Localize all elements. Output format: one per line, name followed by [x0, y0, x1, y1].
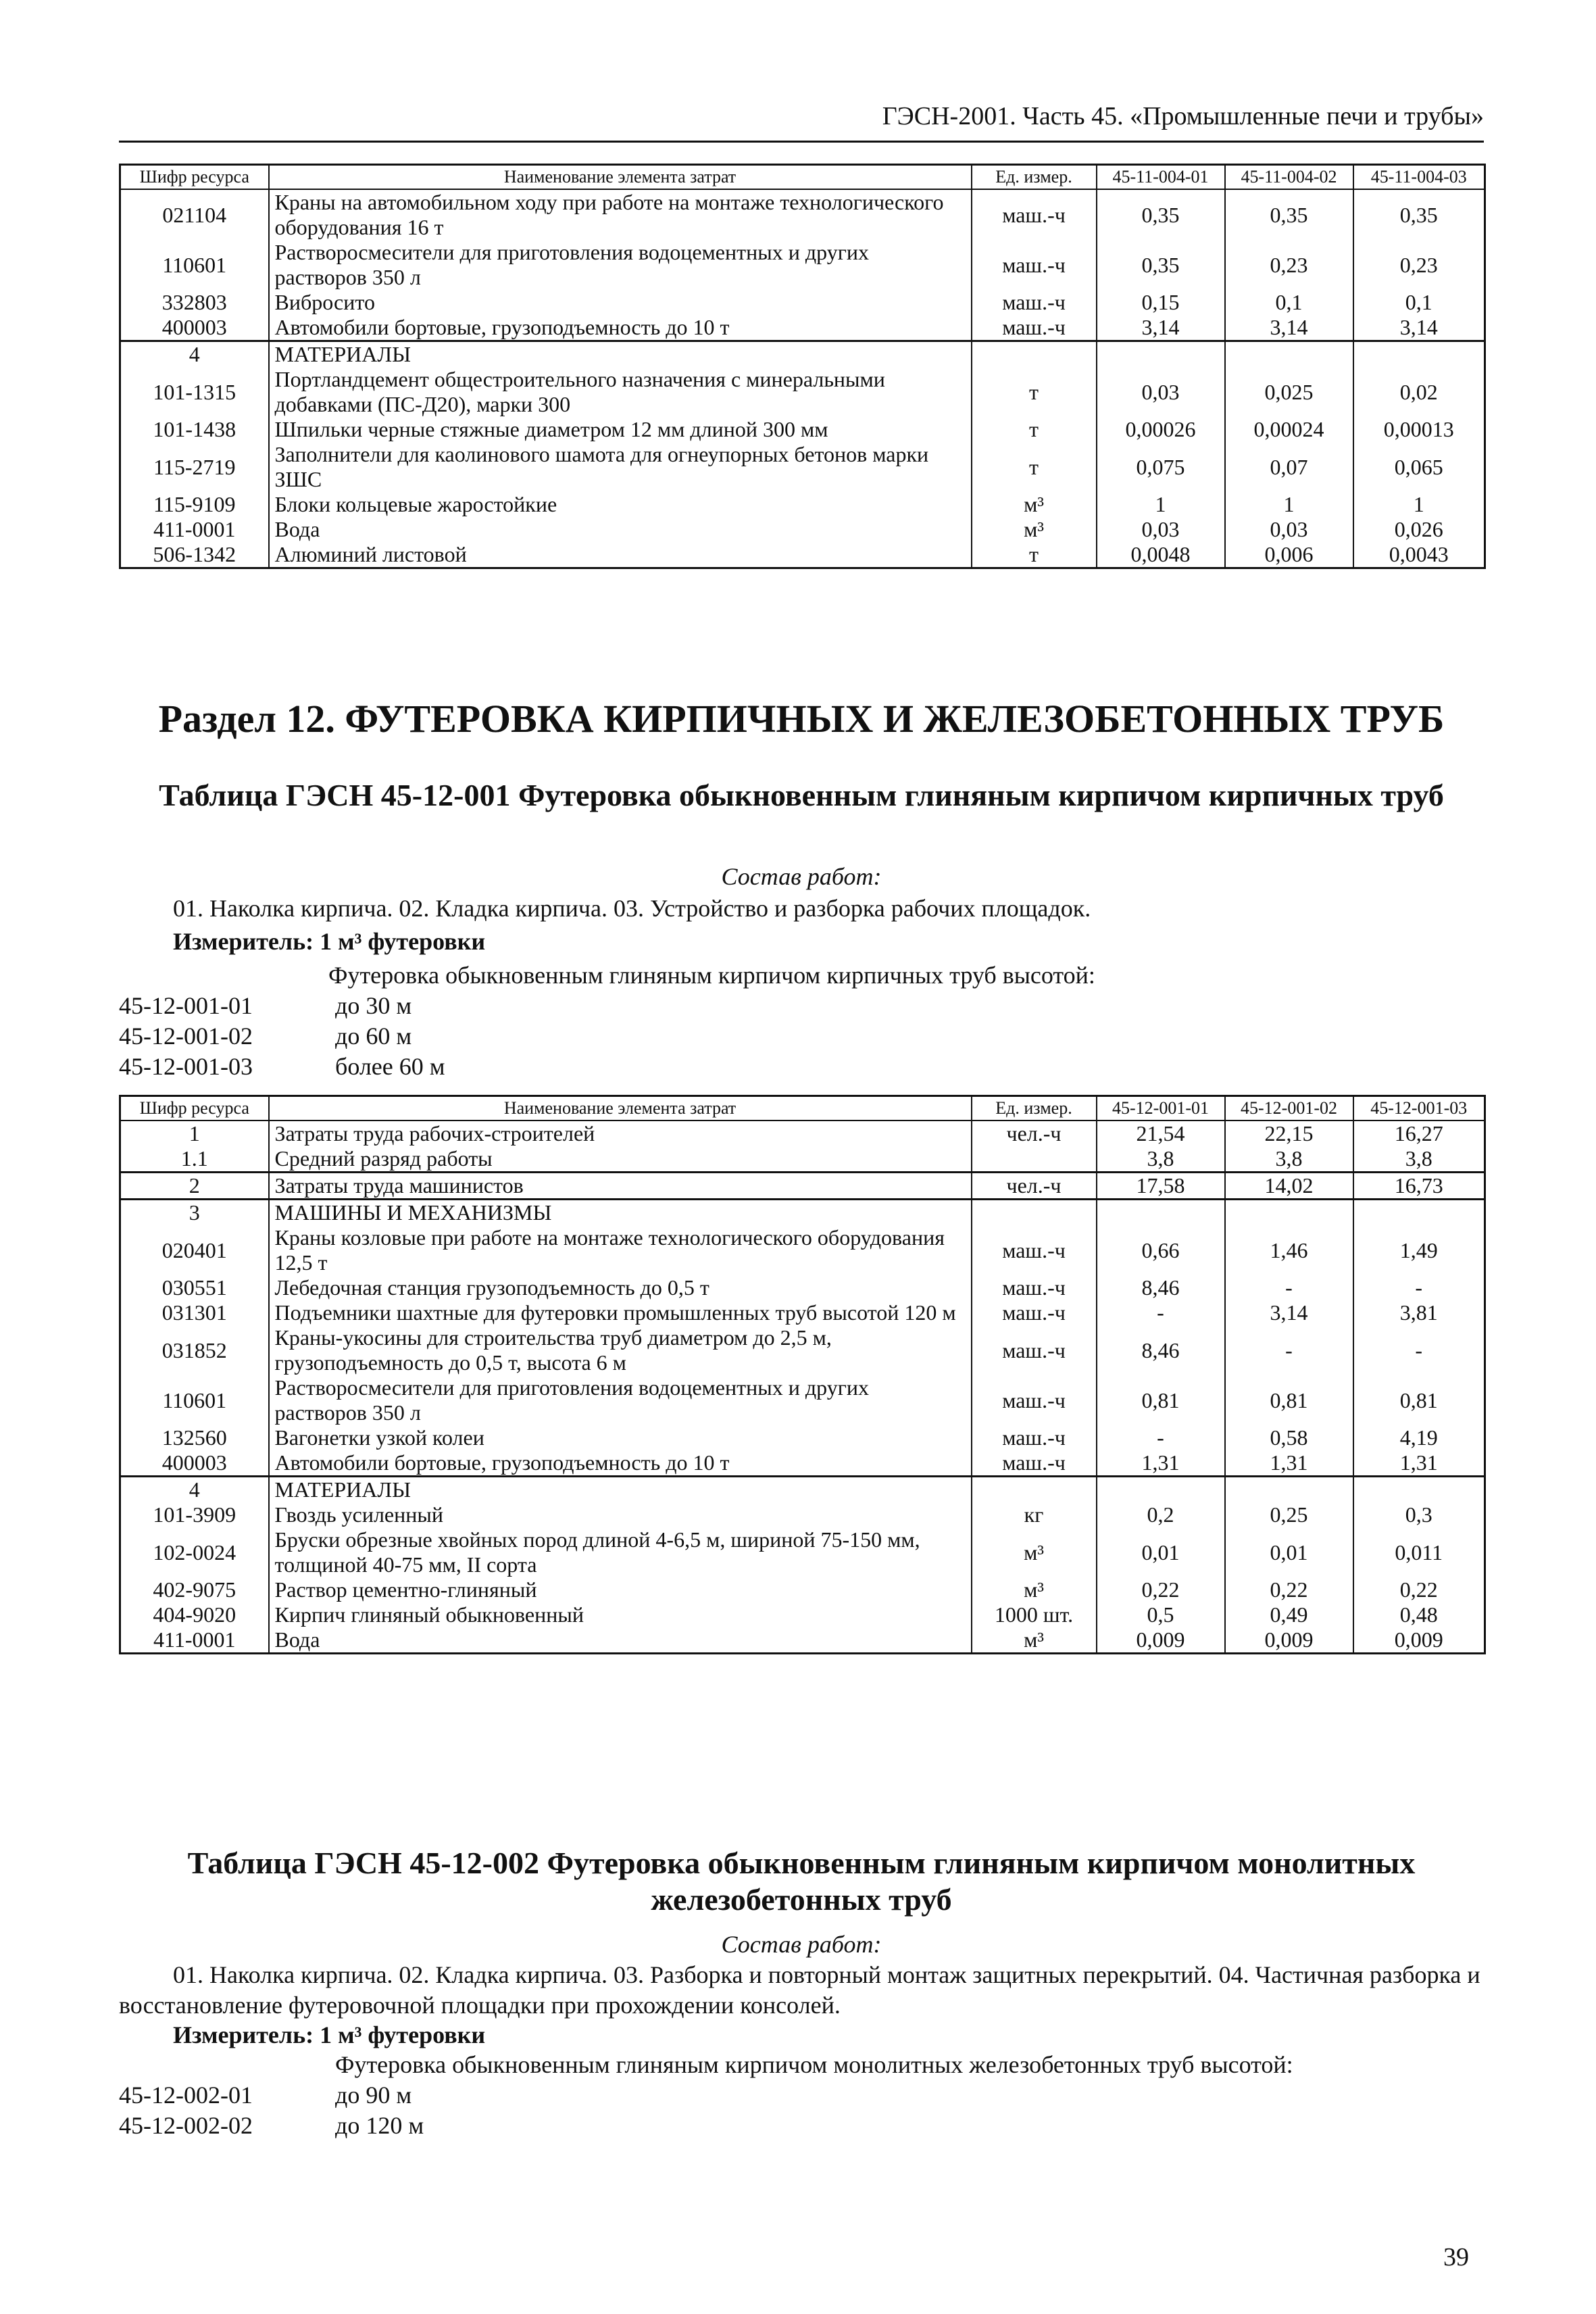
- row-value-3: 0,3: [1353, 1502, 1485, 1527]
- header-col-3: 45-12-001-03: [1353, 1096, 1485, 1121]
- row-unit: маш.-ч: [972, 1375, 1097, 1425]
- running-header: ГЭСН-2001. Часть 45. «Промышленные печи и трубы»: [882, 102, 1484, 130]
- variant-code: 45-12-001-01: [119, 992, 253, 1019]
- row-code: 411-0001: [120, 517, 269, 542]
- row-code: 332803: [120, 290, 269, 315]
- row-value-1: 0,009: [1097, 1627, 1225, 1654]
- row-name: Вода: [269, 517, 972, 542]
- row-code: 1.1: [120, 1146, 269, 1173]
- row-code: 2: [120, 1173, 269, 1200]
- row-value-3: 0,81: [1353, 1375, 1485, 1425]
- variant-code: 45-12-002-02: [119, 2112, 253, 2139]
- variants-heading: Футеровка обыкновенным глиняным кирпичом кирпичных труб высотой:: [328, 962, 1095, 989]
- row-code: 031852: [120, 1325, 269, 1375]
- row-value-1: 0,5: [1097, 1602, 1225, 1627]
- row-value-3: 0,35: [1353, 189, 1485, 240]
- row-name: Автомобили бортовые, грузоподъемность до 10 т: [269, 315, 972, 341]
- row-value-2: 1,31: [1225, 1450, 1353, 1477]
- row-unit: т: [972, 542, 1097, 568]
- row-value-3: 3,14: [1353, 315, 1485, 341]
- variant-text: более 60 м: [335, 1053, 445, 1080]
- row-value-2: 22,15: [1225, 1121, 1353, 1146]
- row-value-3: 0,009: [1353, 1627, 1485, 1654]
- row-value-2: -: [1225, 1325, 1353, 1375]
- row-name: Раствор цементно-глиняный: [269, 1577, 972, 1602]
- row-value-1: 0,35: [1097, 189, 1225, 240]
- measure-unit: Измеритель: 1 м³ футеровки: [173, 928, 486, 955]
- row-value-1: 21,54: [1097, 1121, 1225, 1146]
- row-code: 020401: [120, 1225, 269, 1275]
- row-name: Подъемники шахтные для футеровки промышленных труб высотой 120 м: [269, 1300, 972, 1325]
- row-unit: чел.-ч: [972, 1173, 1097, 1200]
- row-value-3: 0,026: [1353, 517, 1485, 542]
- table-row: [120, 1602, 1485, 1627]
- row-code: 030551: [120, 1275, 269, 1300]
- row-value-3: 1,31: [1353, 1450, 1485, 1477]
- row-name: Кирпич глиняный обыкновенный: [269, 1602, 972, 1627]
- table-title-45-12-001: Таблица ГЭСН 45-12-001 Футеровка обыкновенным глиняным кирпичом кирпичных труб: [159, 778, 1444, 812]
- row-name: Заполнители для каолинового шамота для огнеупорных бетонов марки ЗШС: [269, 442, 972, 492]
- row-name: Растворосмесители для приготовления водоцементных и других растворов 350 л: [269, 240, 972, 290]
- row-unit: маш.-ч: [972, 1225, 1097, 1275]
- row-code: 031301: [120, 1300, 269, 1325]
- row-value-3: 4,19: [1353, 1425, 1485, 1450]
- row-value-1: 0,66: [1097, 1225, 1225, 1275]
- row-value-2: 0,49: [1225, 1602, 1353, 1627]
- header-col-3: 45-11-004-03: [1353, 165, 1485, 190]
- work-composition-label: Состав работ:: [721, 863, 882, 890]
- row-value-1: 0,22: [1097, 1577, 1225, 1602]
- row-value-3: 0,22: [1353, 1577, 1485, 1602]
- row-value-3: 3,8: [1353, 1146, 1485, 1173]
- row-value-1: 0,01: [1097, 1527, 1225, 1577]
- row-unit: маш.-ч: [972, 1300, 1097, 1325]
- variant-code: 45-12-002-01: [119, 2082, 253, 2109]
- row-value-2: 0,025: [1225, 367, 1353, 417]
- row-value-2: 0,00024: [1225, 417, 1353, 442]
- row-value-1: 0,03: [1097, 517, 1225, 542]
- variant-row: [119, 1052, 445, 1082]
- table-row: [120, 1450, 1485, 1477]
- row-code: 506-1342: [120, 542, 269, 568]
- section-title: Раздел 12. ФУТЕРОВКА КИРПИЧНЫХ И ЖЕЛЕЗОБЕТОННЫХ ТРУБ: [158, 697, 1445, 741]
- table-row: [120, 1121, 1485, 1146]
- row-unit: м³: [972, 517, 1097, 542]
- row-value-1: -: [1097, 1425, 1225, 1450]
- table-row: [120, 1577, 1485, 1602]
- row-code: 402-9075: [120, 1577, 269, 1602]
- work-composition-text: 01. Наколка кирпича. 02. Кладка кирпича. 03. Устройство и разборка рабочих площадок.: [173, 895, 1091, 922]
- row-value-1: 3,14: [1097, 315, 1225, 341]
- table-row: [120, 492, 1485, 517]
- row-value-2: 0,006: [1225, 542, 1353, 568]
- row-unit: маш.-ч: [972, 1325, 1097, 1375]
- row-value-1: 1,31: [1097, 1450, 1225, 1477]
- variants-heading: Футеровка обыкновенным глиняным кирпичом монолитных железобетонных труб высотой:: [335, 2051, 1293, 2078]
- row-value-3: 0,1: [1353, 290, 1485, 315]
- header-col-1: 45-11-004-01: [1097, 165, 1225, 190]
- row-name: Блоки кольцевые жаростойкие: [269, 492, 972, 517]
- header-rule: [119, 141, 1484, 143]
- row-unit: т: [972, 367, 1097, 417]
- row-unit: кг: [972, 1502, 1097, 1527]
- row-code: 404-9020: [120, 1602, 269, 1627]
- row-value-3: -: [1353, 1275, 1485, 1300]
- row-code: 1: [120, 1121, 269, 1146]
- page-number: 39: [1443, 2243, 1469, 2271]
- header-col-1: 45-12-001-01: [1097, 1096, 1225, 1121]
- row-unit: маш.-ч: [972, 189, 1097, 240]
- row-name: Бруски обрезные хвойных пород длиной 4-6,5 м, шириной 75-150 мм, толщиной 40-75 мм, II сорта: [269, 1527, 972, 1577]
- row-value-3: 0,00013: [1353, 417, 1485, 442]
- row-code: 101-3909: [120, 1502, 269, 1527]
- row-unit: [972, 1200, 1097, 1226]
- row-unit: [972, 1477, 1097, 1503]
- row-value-3: [1353, 1200, 1485, 1226]
- row-value-1: [1097, 341, 1225, 368]
- row-unit: м³: [972, 1577, 1097, 1602]
- row-unit: маш.-ч: [972, 290, 1097, 315]
- row-value-1: [1097, 1477, 1225, 1503]
- row-name: МАТЕРИАЛЫ: [269, 341, 972, 368]
- row-value-3: 0,065: [1353, 442, 1485, 492]
- row-value-1: 0,15: [1097, 290, 1225, 315]
- row-code: 102-0024: [120, 1527, 269, 1577]
- row-value-3: 16,27: [1353, 1121, 1485, 1146]
- row-name: Средний разряд работы: [269, 1146, 972, 1173]
- row-code: 400003: [120, 315, 269, 341]
- row-value-2: 1,46: [1225, 1225, 1353, 1275]
- row-value-2: 3,8: [1225, 1146, 1353, 1173]
- row-code: 400003: [120, 1450, 269, 1477]
- row-unit: [972, 341, 1097, 368]
- row-value-2: 0,81: [1225, 1375, 1353, 1425]
- row-value-3: 0,02: [1353, 367, 1485, 417]
- row-value-1: 0,0048: [1097, 542, 1225, 568]
- row-unit: маш.-ч: [972, 315, 1097, 341]
- row-value-2: -: [1225, 1275, 1353, 1300]
- row-value-2: 3,14: [1225, 1300, 1353, 1325]
- row-name: Лебедочная станция грузоподъемность до 0,5 т: [269, 1275, 972, 1300]
- row-value-1: 17,58: [1097, 1173, 1225, 1200]
- header-col-2: 45-11-004-02: [1225, 165, 1353, 190]
- table-row: [120, 517, 1485, 542]
- row-value-3: 0,011: [1353, 1527, 1485, 1577]
- variant-text: до 30 м: [335, 992, 412, 1019]
- row-name: Алюминий листовой: [269, 542, 972, 568]
- row-value-1: -: [1097, 1300, 1225, 1325]
- table1-body: [120, 189, 1485, 568]
- row-value-2: 0,23: [1225, 240, 1353, 290]
- row-value-3: [1353, 1477, 1485, 1503]
- row-code: 110601: [120, 1375, 269, 1425]
- table-row: [120, 1425, 1485, 1450]
- row-value-2: 0,07: [1225, 442, 1353, 492]
- table-row: [120, 1325, 1485, 1375]
- row-value-2: 0,01: [1225, 1527, 1353, 1577]
- row-unit: т: [972, 442, 1097, 492]
- header-name: Наименование элемента затрат: [269, 1096, 972, 1121]
- row-name: Краны козловые при работе на монтаже технологического оборудования 12,5 т: [269, 1225, 972, 1275]
- row-name: Краны-укосины для строительства труб диаметром до 2,5 м, грузоподъемность до 0,5 т, высота 6 м: [269, 1325, 972, 1375]
- row-unit: маш.-ч: [972, 240, 1097, 290]
- row-code: 021104: [120, 189, 269, 240]
- table-row: [120, 315, 1485, 341]
- row-value-1: 8,46: [1097, 1275, 1225, 1300]
- row-unit: м³: [972, 1627, 1097, 1654]
- table-row: [120, 290, 1485, 315]
- measure-unit: Измеритель: 1 м³ футеровки: [173, 2021, 486, 2048]
- row-name: Затраты труда рабочих-строителей: [269, 1121, 972, 1146]
- row-value-3: 0,48: [1353, 1602, 1485, 1627]
- row-code: 101-1315: [120, 367, 269, 417]
- row-value-1: 0,00026: [1097, 417, 1225, 442]
- table-row: [120, 1225, 1485, 1275]
- row-value-2: 0,22: [1225, 1577, 1353, 1602]
- variant-row: [119, 991, 445, 1021]
- table-row: [120, 1173, 1485, 1200]
- row-unit: 1000 шт.: [972, 1602, 1097, 1627]
- variant-code: 45-12-001-03: [119, 1053, 253, 1080]
- row-value-2: 0,009: [1225, 1627, 1353, 1654]
- row-value-1: 0,03: [1097, 367, 1225, 417]
- row-code: 115-2719: [120, 442, 269, 492]
- row-value-1: 0,81: [1097, 1375, 1225, 1425]
- row-value-2: [1225, 1200, 1353, 1226]
- row-unit: маш.-ч: [972, 1425, 1097, 1450]
- table-row: [120, 1477, 1485, 1503]
- row-code: 101-1438: [120, 417, 269, 442]
- table-row: [120, 442, 1485, 492]
- row-name: Краны на автомобильном ходу при работе на монтаже технологического оборудования 16 т: [269, 189, 972, 240]
- header-unit: Ед. измер.: [972, 165, 1097, 190]
- row-name: Автомобили бортовые, грузоподъемность до 10 т: [269, 1450, 972, 1477]
- row-value-2: 0,03: [1225, 517, 1353, 542]
- table-row: [120, 1146, 1485, 1173]
- row-name: Вода: [269, 1627, 972, 1654]
- row-value-1: 3,8: [1097, 1146, 1225, 1173]
- variant-text: до 120 м: [335, 2112, 424, 2139]
- table-row: [120, 1200, 1485, 1226]
- variant-code: 45-12-001-02: [119, 1023, 253, 1050]
- header-code: Шифр ресурса: [120, 1096, 269, 1121]
- variant-row: [119, 2080, 424, 2111]
- row-value-3: [1353, 341, 1485, 368]
- table-row: [120, 1275, 1485, 1300]
- row-value-1: 8,46: [1097, 1325, 1225, 1375]
- row-value-2: 0,1: [1225, 290, 1353, 315]
- row-value-2: [1225, 341, 1353, 368]
- row-name: Гвоздь усиленный: [269, 1502, 972, 1527]
- row-code: 110601: [120, 240, 269, 290]
- row-value-3: -: [1353, 1325, 1485, 1375]
- work-composition-text: 01. Наколка кирпича. 02. Кладка кирпича. 03. Разборка и повторный монтаж защитных перекрытий. 04. Частичная разборка и восстановление футеровочной площадки при прохождении консолей.: [119, 1961, 1480, 2019]
- table-row: [120, 1300, 1485, 1325]
- row-value-2: 3,14: [1225, 315, 1353, 341]
- table-row: [120, 417, 1485, 442]
- table2-body: [120, 1121, 1485, 1654]
- header-code: Шифр ресурса: [120, 165, 269, 190]
- row-value-3: 0,23: [1353, 240, 1485, 290]
- row-value-1: 0,075: [1097, 442, 1225, 492]
- header-name: Наименование элемента затрат: [269, 165, 972, 190]
- variant-text: до 60 м: [335, 1023, 412, 1050]
- row-code: 411-0001: [120, 1627, 269, 1654]
- row-name: Затраты труда машинистов: [269, 1173, 972, 1200]
- row-code: 132560: [120, 1425, 269, 1450]
- header-col-2: 45-12-001-02: [1225, 1096, 1353, 1121]
- row-code: 4: [120, 1477, 269, 1503]
- resource-table-45-11-004: [119, 164, 1486, 569]
- table-row: [120, 1627, 1485, 1654]
- variants-list: [119, 2080, 424, 2141]
- row-value-2: 0,58: [1225, 1425, 1353, 1450]
- row-value-3: 0,0043: [1353, 542, 1485, 568]
- table-row: [120, 189, 1485, 240]
- row-value-1: 0,2: [1097, 1502, 1225, 1527]
- row-unit: м³: [972, 1527, 1097, 1577]
- row-unit: [972, 1146, 1097, 1173]
- table-row: [120, 1502, 1485, 1527]
- variant-text: до 90 м: [335, 2082, 412, 2109]
- variant-row: [119, 1021, 445, 1052]
- table-row: [120, 1527, 1485, 1577]
- table-row: [120, 1375, 1485, 1425]
- row-unit: т: [972, 417, 1097, 442]
- row-unit: чел.-ч: [972, 1121, 1097, 1146]
- row-code: 115-9109: [120, 492, 269, 517]
- row-name: Вагонетки узкой колеи: [269, 1425, 972, 1450]
- header-unit: Ед. измер.: [972, 1096, 1097, 1121]
- table-row: [120, 367, 1485, 417]
- row-value-2: 0,25: [1225, 1502, 1353, 1527]
- row-unit: маш.-ч: [972, 1450, 1097, 1477]
- row-value-3: 1: [1353, 492, 1485, 517]
- row-value-2: 1: [1225, 492, 1353, 517]
- row-value-3: 3,81: [1353, 1300, 1485, 1325]
- row-code: 3: [120, 1200, 269, 1226]
- table-title-45-12-002: Таблица ГЭСН 45-12-002 Футеровка обыкновенным глиняным кирпичом монолитных железобетонных труб: [187, 1846, 1416, 1917]
- row-value-3: 1,49: [1353, 1225, 1485, 1275]
- row-value-1: 1: [1097, 492, 1225, 517]
- row-value-1: 0,35: [1097, 240, 1225, 290]
- work-composition-label: Состав работ:: [721, 1931, 882, 1958]
- row-name: Шпильки черные стяжные диаметром 12 мм длиной 300 мм: [269, 417, 972, 442]
- row-unit: м³: [972, 492, 1097, 517]
- row-value-3: 16,73: [1353, 1173, 1485, 1200]
- row-value-2: 0,35: [1225, 189, 1353, 240]
- variants-list: [119, 991, 445, 1082]
- row-value-2: [1225, 1477, 1353, 1503]
- row-value-1: [1097, 1200, 1225, 1226]
- table-row: [120, 341, 1485, 368]
- row-name: МАТЕРИАЛЫ: [269, 1477, 972, 1503]
- row-unit: маш.-ч: [972, 1275, 1097, 1300]
- row-value-2: 14,02: [1225, 1173, 1353, 1200]
- table-row: [120, 240, 1485, 290]
- table-row: [120, 542, 1485, 568]
- resource-table-45-12-001: [119, 1095, 1486, 1654]
- row-name: Растворосмесители для приготовления водоцементных и других растворов 350 л: [269, 1375, 972, 1425]
- row-code: 4: [120, 341, 269, 368]
- row-name: Портландцемент общестроительного назначения с минеральными добавками (ПС-Д20), марки 300: [269, 367, 972, 417]
- row-name: МАШИНЫ И МЕХАНИЗМЫ: [269, 1200, 972, 1226]
- row-name: Вибросито: [269, 290, 972, 315]
- variant-row: [119, 2111, 424, 2141]
